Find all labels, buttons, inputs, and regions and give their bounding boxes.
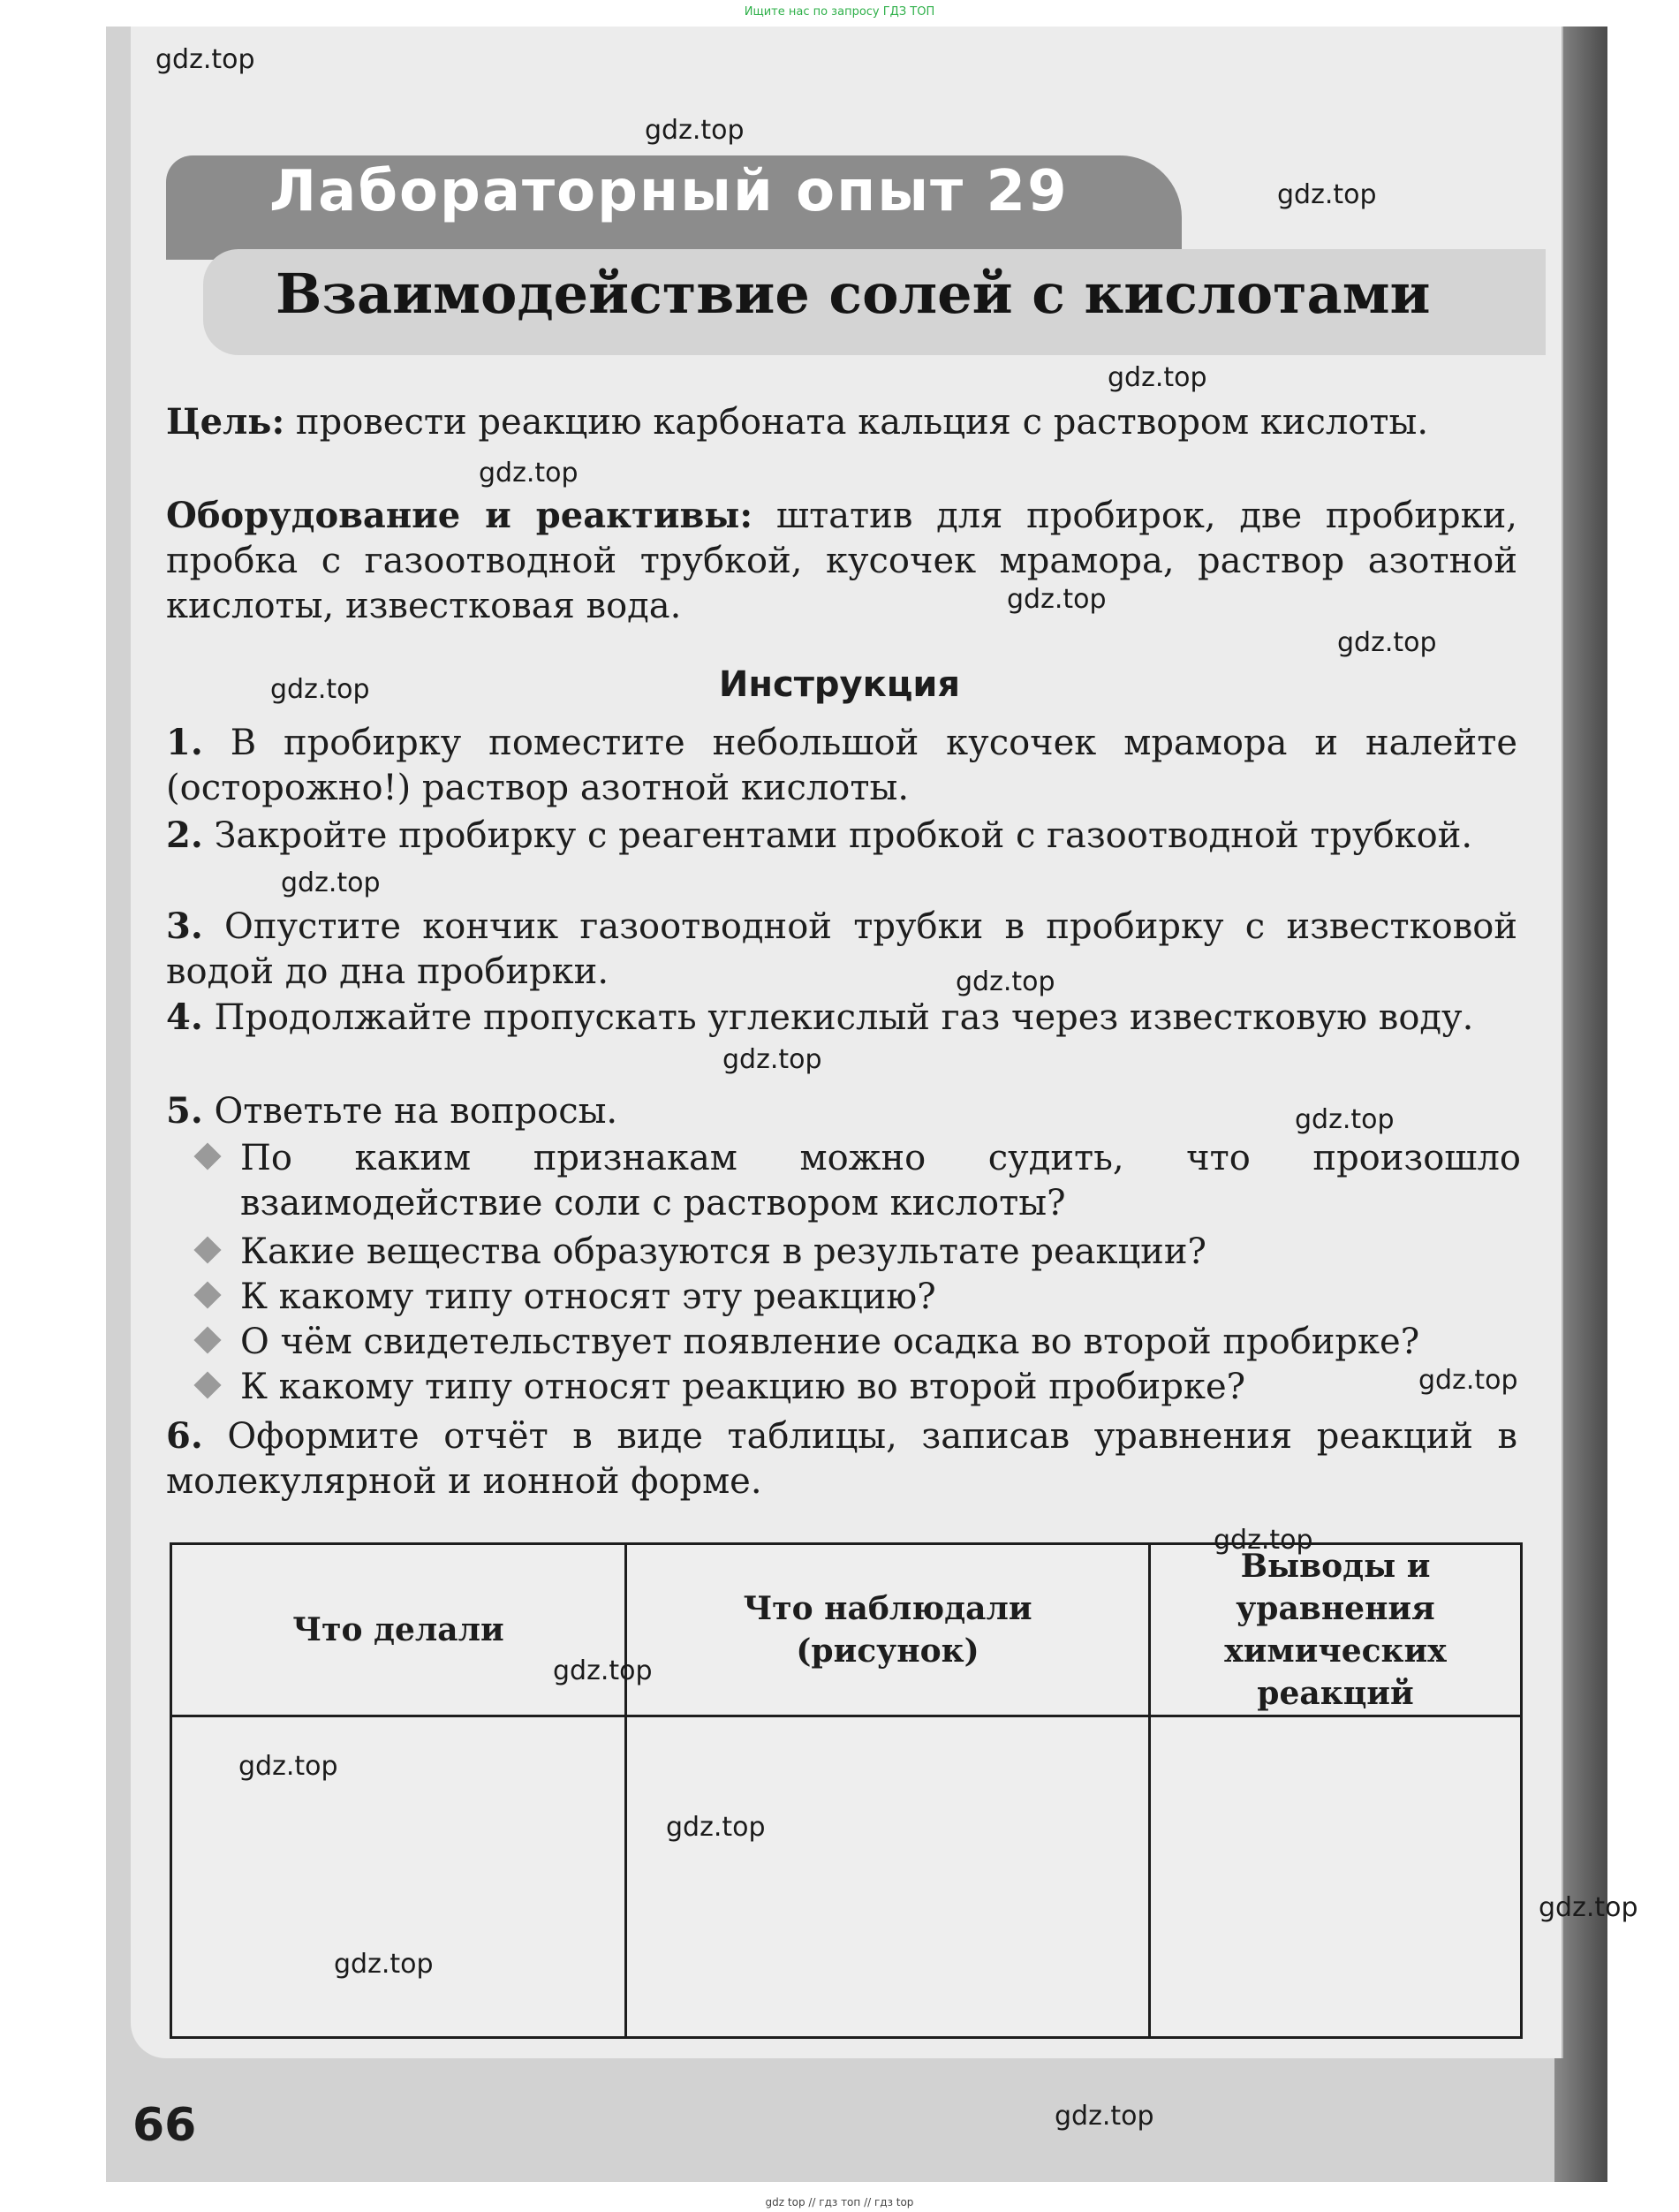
answer-cell[interactable] [1150,1716,1522,2038]
question-item [240,1320,1521,1365]
equipment-text: штатив для пробирок, две пробирки, пробка с газоотводной трубкой, кусочек мрамора, раствор азотной кислоты, известковая вода. [166,496,1517,626]
goal-text: провести реакцию карбоната кальция с раствором кислоты. [284,402,1429,443]
watermark: gdz.top [666,1812,766,1843]
instruction-step [166,1413,1517,1504]
step-text: Продолжайте пропускать углекислый газ через известковую воду. [202,997,1474,1038]
question-text: О чём свидетельствует появление осадка во второй пробирке? [240,1322,1420,1362]
equipment-label: Оборудование и реактивы: [166,495,753,536]
question-text: По каким признакам можно судить, что произошло взаимодействие соли с раствором кислоты? [240,1138,1521,1223]
page-binding-shadow [1554,27,1607,2182]
step-text: Опустите кончик газоотводной трубки в пробирку с известковой водой до дна пробирки. [166,906,1517,992]
question-text: К какому типу относят реакцию во второй пробирке? [240,1367,1246,1407]
top-banner[interactable]: Ищите нас по запросу ГДЗ ТОП [744,5,935,19]
question-item [240,1136,1521,1226]
watermark: gdz.top [553,1655,653,1686]
equipment-paragraph [166,493,1517,629]
answer-cell[interactable] [626,1716,1150,2038]
watermark: gdz.top [270,674,370,705]
watermark: gdz.top [1108,362,1207,393]
step-number: 3. [166,905,203,947]
lab-title: Лабораторный опыт 29 [269,159,1069,224]
watermark: gdz.top [645,115,745,146]
question-text: К какому типу относят эту реакцию? [240,1276,936,1317]
step-number: 5. [166,1090,203,1132]
table-header-cell: Что делали [171,1544,626,1716]
watermark: gdz.top [1007,584,1107,615]
watermark: gdz.top [479,458,579,489]
goal-paragraph [166,399,1517,445]
page-number: 66 [132,2099,197,2152]
watermark: gdz.top [1539,1892,1638,1923]
question-item [240,1365,1521,1410]
watermark: gdz.top [281,867,381,898]
table-header-row [171,1544,1522,1716]
watermark: gdz.top [1295,1104,1395,1135]
instruction-step [166,904,1517,995]
watermark: gdz.top [155,44,255,75]
lab-subtitle: Взаимодействие солей с кислотами [276,261,1431,326]
watermark: gdz.top [1277,179,1377,210]
instruction-step [166,813,1517,859]
step-number: 2. [166,814,203,856]
watermark: gdz.top [722,1044,822,1075]
watermark: gdz.top [956,966,1055,997]
goal-label: Цель: [166,401,285,443]
step-number: 6. [166,1415,203,1457]
instruction-step [166,720,1517,811]
step-text: Ответьте на вопросы. [202,1091,618,1132]
instructions-heading: Инструкция [718,664,961,705]
watermark: gdz.top [1214,1525,1313,1556]
instruction-step [166,995,1517,1041]
watermark: gdz.top [1418,1365,1518,1396]
table-header-cell: Что наблюдали (рисунок) [626,1544,1150,1716]
watermark: gdz.top [238,1751,338,1782]
table-row [171,1716,1522,2038]
question-text: Какие вещества образуются в результате реакции? [240,1231,1206,1272]
question-item [240,1230,1521,1275]
watermark: gdz.top [1337,627,1437,658]
watermark: gdz.top [1055,2101,1154,2132]
step-text: Оформите отчёт в виде таблицы, записав уравнения реакций в молекулярной и ионной форме. [166,1416,1517,1502]
step-text: Закройте пробирку с реагентами пробкой с газоотводной трубкой. [202,815,1473,856]
table-header-cell: Выводы и уравнения химических реакций [1150,1544,1522,1716]
watermark: gdz.top [334,1949,434,1980]
step-text: В пробирку поместите небольшой кусочек мрамора и налейте (осторожно!) раствор азотной кислоты. [166,723,1517,808]
question-item [240,1275,1521,1320]
step-number: 4. [166,996,203,1038]
step-number: 1. [166,722,203,763]
bottom-banner[interactable]: gdz top // гдз топ // гдз top [765,2196,914,2208]
